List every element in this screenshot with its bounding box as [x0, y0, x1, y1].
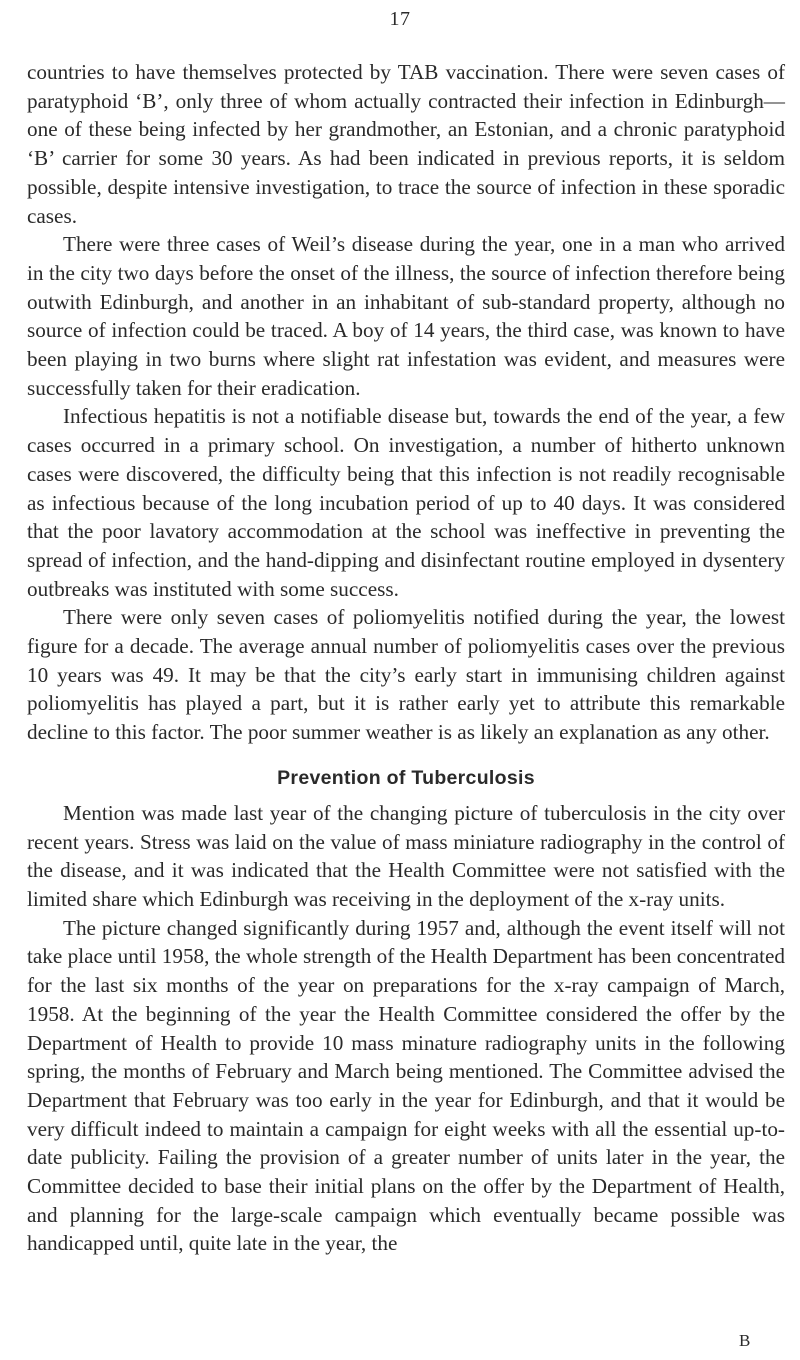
- document-body: [27, 58, 785, 1258]
- paragraph-infectious-hepatitis: Infectious hepatitis is not a notifiable disease but, towards the end of the year, a few cases occurred in a primary school. On investigation, a number of hitherto unknown cases were discovered, the difficulty being that this infection is not readily recognisable as infectious because of the long incubation period of up to 40 days. It was considered that the poor lavatory accommodation at the school was ineffective in preventing the spread of infection, and the hand-dipping and disinfectant routine employed in dysentery outbreaks was instituted with some success.: [27, 404, 785, 601]
- paragraph-paratyphoid: countries to have themselves protected by TAB vaccination. There were seven cases of paratyphoid ‘B’, only three of whom actually contracted their infection in Edinburgh—one of these being infected by her grandmother, an Estonian, and a chronic paratyphoid ‘B’ carrier for some 30 years. As had been indicated in previous reports, it is seldom possible, despite intensive investigation, to trace the source of infection in these sporadic cases.: [27, 60, 785, 228]
- paragraph-poliomyelitis: There were only seven cases of poliomyelitis notified during the year, the lowest figure for a decade. The average annual number of poliomyelitis cases over the previous 10 years was 49. It may be that the city’s early start in immunising children against poliomyelitis has played a part, but it is rather early yet to attribute this remarkable decline to this factor. The poor summer weather is as likely an explanation as any other.: [27, 605, 785, 745]
- page-number: 17: [389, 8, 411, 30]
- paragraph-tuberculosis-intro: Mention was made last year of the changing picture of tuberculosis in the city over recent years. Stress was laid on the value of mass miniature radiography in the control of the disease, and it was indicated that the Health Committee were not satisfied with the limited share which Edinburgh was receiving in the deployment of the x-ray units.: [27, 800, 785, 911]
- signature-mark: B: [739, 1331, 751, 1350]
- section-heading: Prevention of Tuberculosis: [277, 766, 535, 789]
- paragraph-weils-disease: There were three cases of Weil’s disease during the year, one in a man who arrived in the city two days before the onset of the illness, the source of infection therefore being outwith Edinburgh, and another in an inhabitant of sub-standard property, although no source of infection could be traced. A boy of 14 years, the third case, was known to have been playing in two burns where slight rat infestation was evident, and measures were successfully taken for their eradication.: [27, 232, 785, 400]
- paragraph-xray-campaign: The picture changed significantly during 1957 and, although the event itself will not take place until 1958, the whole strength of the Health Department has been concentrated for the last six months of the year on preparations for the x-ray campaign of March, 1958. At the beginning of the year the Health Committee considered the offer by the Department of Health to provide 10 mass minature radiography units in the following spring, the months of February and March being mentioned. The Committee advised the Department that February was too early in the year for Edinburgh, and that it would be very difficult indeed to maintain a campaign for eight weeks with all the essential up-to-date publicity. Failing the provision of a greater number of units later in the year, the Committee decided to base their initial plans on the offer by the Department of Health, and planning for the large-scale campaign which eventually became possible was handicapped until, quite late in the year, the: [27, 915, 785, 1256]
